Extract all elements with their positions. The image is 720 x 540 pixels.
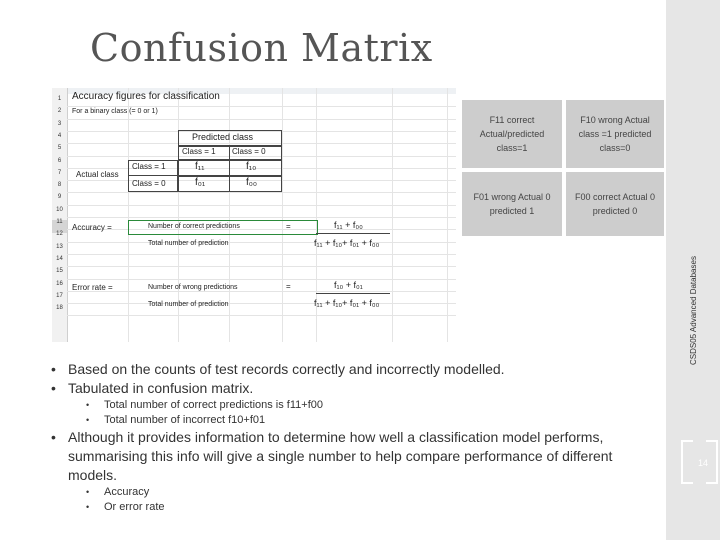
gridline-horizontal — [67, 303, 456, 304]
gridline-horizontal — [67, 205, 456, 206]
gridline-horizontal — [67, 315, 456, 316]
sub-bullet-marker: • — [86, 400, 90, 410]
row-class-1: Class = 1 — [132, 162, 166, 171]
row-number: 2 — [57, 108, 62, 115]
sub-bullet — [48, 398, 658, 413]
sub-bullet-marker: • — [86, 502, 90, 512]
error-numerator: f₁₀ + f₀₁ — [334, 280, 363, 290]
sub-bullet-text: Total number of correct predictions is f11+f00 — [104, 399, 323, 411]
sub-bullet-text: Accuracy — [104, 486, 150, 498]
bullet-list — [48, 360, 658, 515]
sub-bullet-marker: • — [86, 487, 90, 497]
f10-cell: f₁₀ — [246, 161, 257, 172]
bullet-marker: • — [51, 380, 56, 396]
gridline-vertical — [447, 88, 448, 342]
sub-bullet-text: Total number of incorrect f10+f01 — [104, 414, 266, 426]
error-denominator: f₁₁ + f₁₀+ f₀₁ + f₀₀ — [314, 298, 380, 308]
sub-bullet — [48, 500, 658, 515]
sheet-subheader: For a binary class (= 0 or 1) — [72, 108, 158, 115]
sheet-header: Accuracy figures for classification — [72, 91, 220, 102]
gridline-vertical — [229, 88, 230, 342]
f01-cell: f₀₁ — [195, 177, 206, 188]
class-0-header: Class = 0 — [232, 147, 266, 156]
bullet-text: Tabulated in confusion matrix. — [68, 380, 254, 396]
sub-bullet — [48, 413, 658, 428]
row-number: 16 — [56, 280, 63, 287]
footer-text: CSDS05 Advanced Databases — [689, 256, 698, 365]
slide-title: Confusion Matrix — [90, 26, 433, 70]
bullet — [48, 379, 658, 398]
gridline-horizontal — [67, 254, 456, 255]
actual-class-label: Actual class — [76, 170, 119, 179]
gridline-horizontal — [67, 217, 456, 218]
row-number: 4 — [57, 132, 62, 139]
row-number: 5 — [57, 145, 62, 152]
bullet-marker: • — [51, 361, 56, 377]
wrong-predictions-label: Number of wrong predictions — [148, 284, 238, 291]
accuracy-fraction-line — [316, 233, 390, 234]
total-predictions-label-2: Total number of prediction — [148, 301, 229, 308]
bullet — [48, 428, 658, 485]
sub-bullet — [48, 485, 658, 500]
gridline-vertical — [128, 88, 129, 342]
gridline-vertical — [392, 88, 393, 342]
accuracy-numerator: f₁₁ + f₀₀ — [334, 220, 363, 230]
gridline-horizontal — [67, 119, 456, 120]
row-number: 18 — [56, 305, 63, 312]
row-number: 13 — [56, 243, 63, 250]
matrix-box-f01: F01 wrong Actual 0 predicted 1 — [462, 172, 562, 236]
bullet — [48, 360, 658, 379]
predicted-class-label: Predicted class — [192, 132, 254, 142]
matrix-box-f00: F00 correct Actual 0 predicted 0 — [566, 172, 664, 236]
matrix-box-f10: F10 wrong Actual class =1 predicted class=0 — [566, 100, 664, 168]
row-number: 15 — [56, 268, 63, 275]
page-number: 14 — [697, 458, 708, 468]
bullet-text: Based on the counts of test records correctly and incorrectly modelled. — [68, 361, 505, 377]
gridline-horizontal — [67, 279, 456, 280]
row-number: 8 — [57, 182, 62, 189]
error-equals: = — [286, 282, 291, 291]
gridline-horizontal — [67, 192, 456, 193]
accuracy-label: Accuracy = — [72, 223, 112, 232]
row-number: 14 — [56, 255, 63, 262]
page-number-bracket-left — [681, 440, 693, 484]
sub-bullet-text: Or error rate — [104, 501, 165, 513]
error-fraction-line — [316, 293, 390, 294]
correct-predictions-label: Number of correct predictions — [148, 223, 240, 230]
row-number: 6 — [57, 157, 62, 164]
row-number: 1 — [57, 96, 62, 102]
gridline-horizontal — [67, 291, 456, 292]
gridline-vertical — [282, 88, 283, 342]
class-1-header: Class = 1 — [182, 147, 216, 156]
f00-cell: f₀₀ — [246, 177, 258, 188]
total-predictions-label: Total number of prediction — [148, 240, 229, 247]
bullet-marker: • — [51, 429, 56, 445]
accuracy-denominator: f₁₁ + f₁₀+ f₀₁ + f₀₀ — [314, 238, 380, 248]
sub-bullet-marker: • — [86, 415, 90, 425]
spreadsheet-image — [52, 88, 456, 342]
f11-cell: f₁₁ — [195, 161, 205, 172]
accuracy-equals: = — [286, 222, 291, 231]
gridline-horizontal — [67, 242, 456, 243]
gridline-horizontal — [67, 266, 456, 267]
row-number: 17 — [56, 292, 63, 299]
row-number: 9 — [57, 194, 62, 201]
matrix-box-f11: F11 correct Actual/predicted class=1 — [462, 100, 562, 168]
row-number: 10 — [56, 206, 63, 213]
row-class-0: Class = 0 — [132, 179, 166, 188]
row-number: 7 — [57, 169, 62, 176]
error-rate-label: Error rate = — [72, 283, 113, 292]
row-number: 12 — [56, 231, 63, 238]
row-number: 11 — [56, 219, 63, 225]
row-number: 3 — [57, 120, 62, 127]
bullet-text: Although it provides information to determine how well a classification model performs, summarising this info will give a single number to help compare performance of different models. — [68, 429, 613, 483]
